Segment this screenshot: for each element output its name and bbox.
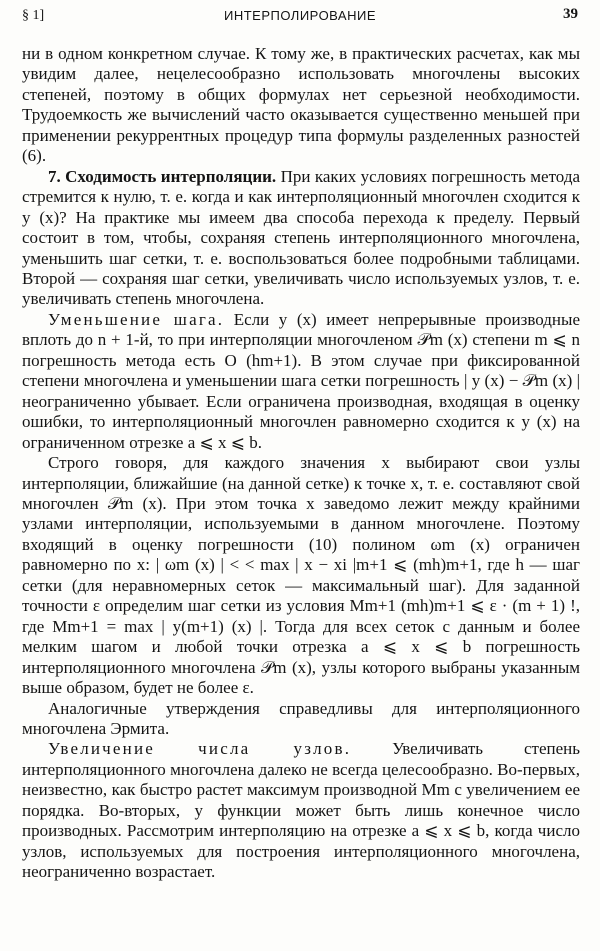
section-mark: § 1] [22, 8, 45, 23]
paragraph-text: Увеличивать степень интерполяционного многочлена далеко не всегда целесообразно. Во-первых, неизвестно, как быстро растет максимум производной Mm с увеличением ее порядка. Во-вторых, у функции может быть лишь конечное число производных. Рассмотрим интерполяцию на отрезке a ⩽ x ⩽ b, когда число узлов, используемых для построения интерполяционного многочлена, неограниченно возрастает. [22, 739, 580, 882]
running-header [22, 6, 578, 28]
paragraph-node-choice: Строго говоря, для каждого значения x выбирают свои узлы интерполяции, ближайшие (на данной сетке) к точке x, т. е. составляют свой многочлен 𝒫m (x). При этом точка x заведомо лежит между крайними узлами интерполяции, используемыми в данном многочлене. Поэтому входящий в оценку погрешности (10) полином ωm (x) ограничен равномерно по x: | ωm (x) | < < max | x − xi |m+1 ⩽ (mh)m+1, где h — шаг сетки (для неравномерных сеток — максимальный шаг). Для заданной точности ε определим шаг сетки из условия Mm+1 (mh)m+1 ⩽ ε · (m + 1) !, где Mm+1 = max | y(m+1) (x) |. Тогда для всех сеток с данным и более мелким шагом и любой точки отрезка a ⩽ x ⩽ b погрешность интерполяционного многочлена 𝒫m (x), узлы которого выбраны указанным выше образом, будет не более ε. [22, 453, 580, 698]
running-title: ИНТЕРПОЛИРОВАНИЕ [223, 8, 376, 23]
paragraph-text: При каких условиях погрешность метода стремится к нулю, т. е. когда и как интерполяционный многочлен сходится к y (x)? На практике мы имеем два способа перехода к пределу. Первый состоит в том, чтобы, сохраняя степень интерполяционного многочлена, уменьшить шаг сетки, т. е. воспользоваться более подробными таблицами. Второй — сохраняя шаг сетки, увеличивать число используемых узлов, т. е. увеличивать степень многочлена. [22, 166, 581, 309]
page-number: 39 [563, 6, 578, 22]
section-heading-convergence: 7. Сходимость интерполяции. [48, 166, 277, 186]
paragraph-step-reduction [22, 310, 580, 453]
subheading-step-reduction: Уменьшение шага. [48, 309, 225, 329]
paragraph-continuation: ни в одном конкретном случае. К тому же, в практических расчетах, как мы увидим далее, нецелесообразно использовать многочлены высоких степеней, поэтому в общих формулах нет серьезной необходимости. Трудоемкость же вычислений часто оказывается существенно меньшей при применении рекуррентных процедур типа формулы разделенных разностей (6). [22, 44, 580, 166]
subheading-node-increase: Увеличение числа узлов. [48, 739, 352, 759]
paragraph-text: Если y (x) имеет непрерывные производные вплоть до n + 1-й, то при интерполяции многочленом 𝒫m (x) степени m ⩽ n погрешность метода есть O (hm+1). В этом случае при фиксированной степени многочлена и уменьшении шага сетки погрешность | y (x) − 𝒫m (x) | неограниченно убывает. Если ограничена производная, входящая в оценку ошибки, то интерполяционный многочлен равномерно сходится к y (x) на ограниченном отрезке a ⩽ x ⩽ b. [22, 309, 580, 452]
page-body [22, 44, 580, 883]
paragraph-convergence [22, 167, 580, 310]
paragraph-node-increase [22, 739, 580, 882]
paragraph-hermite: Аналогичные утверждения справедливы для интерполяционного многочлена Эрмита. [22, 698, 580, 738]
